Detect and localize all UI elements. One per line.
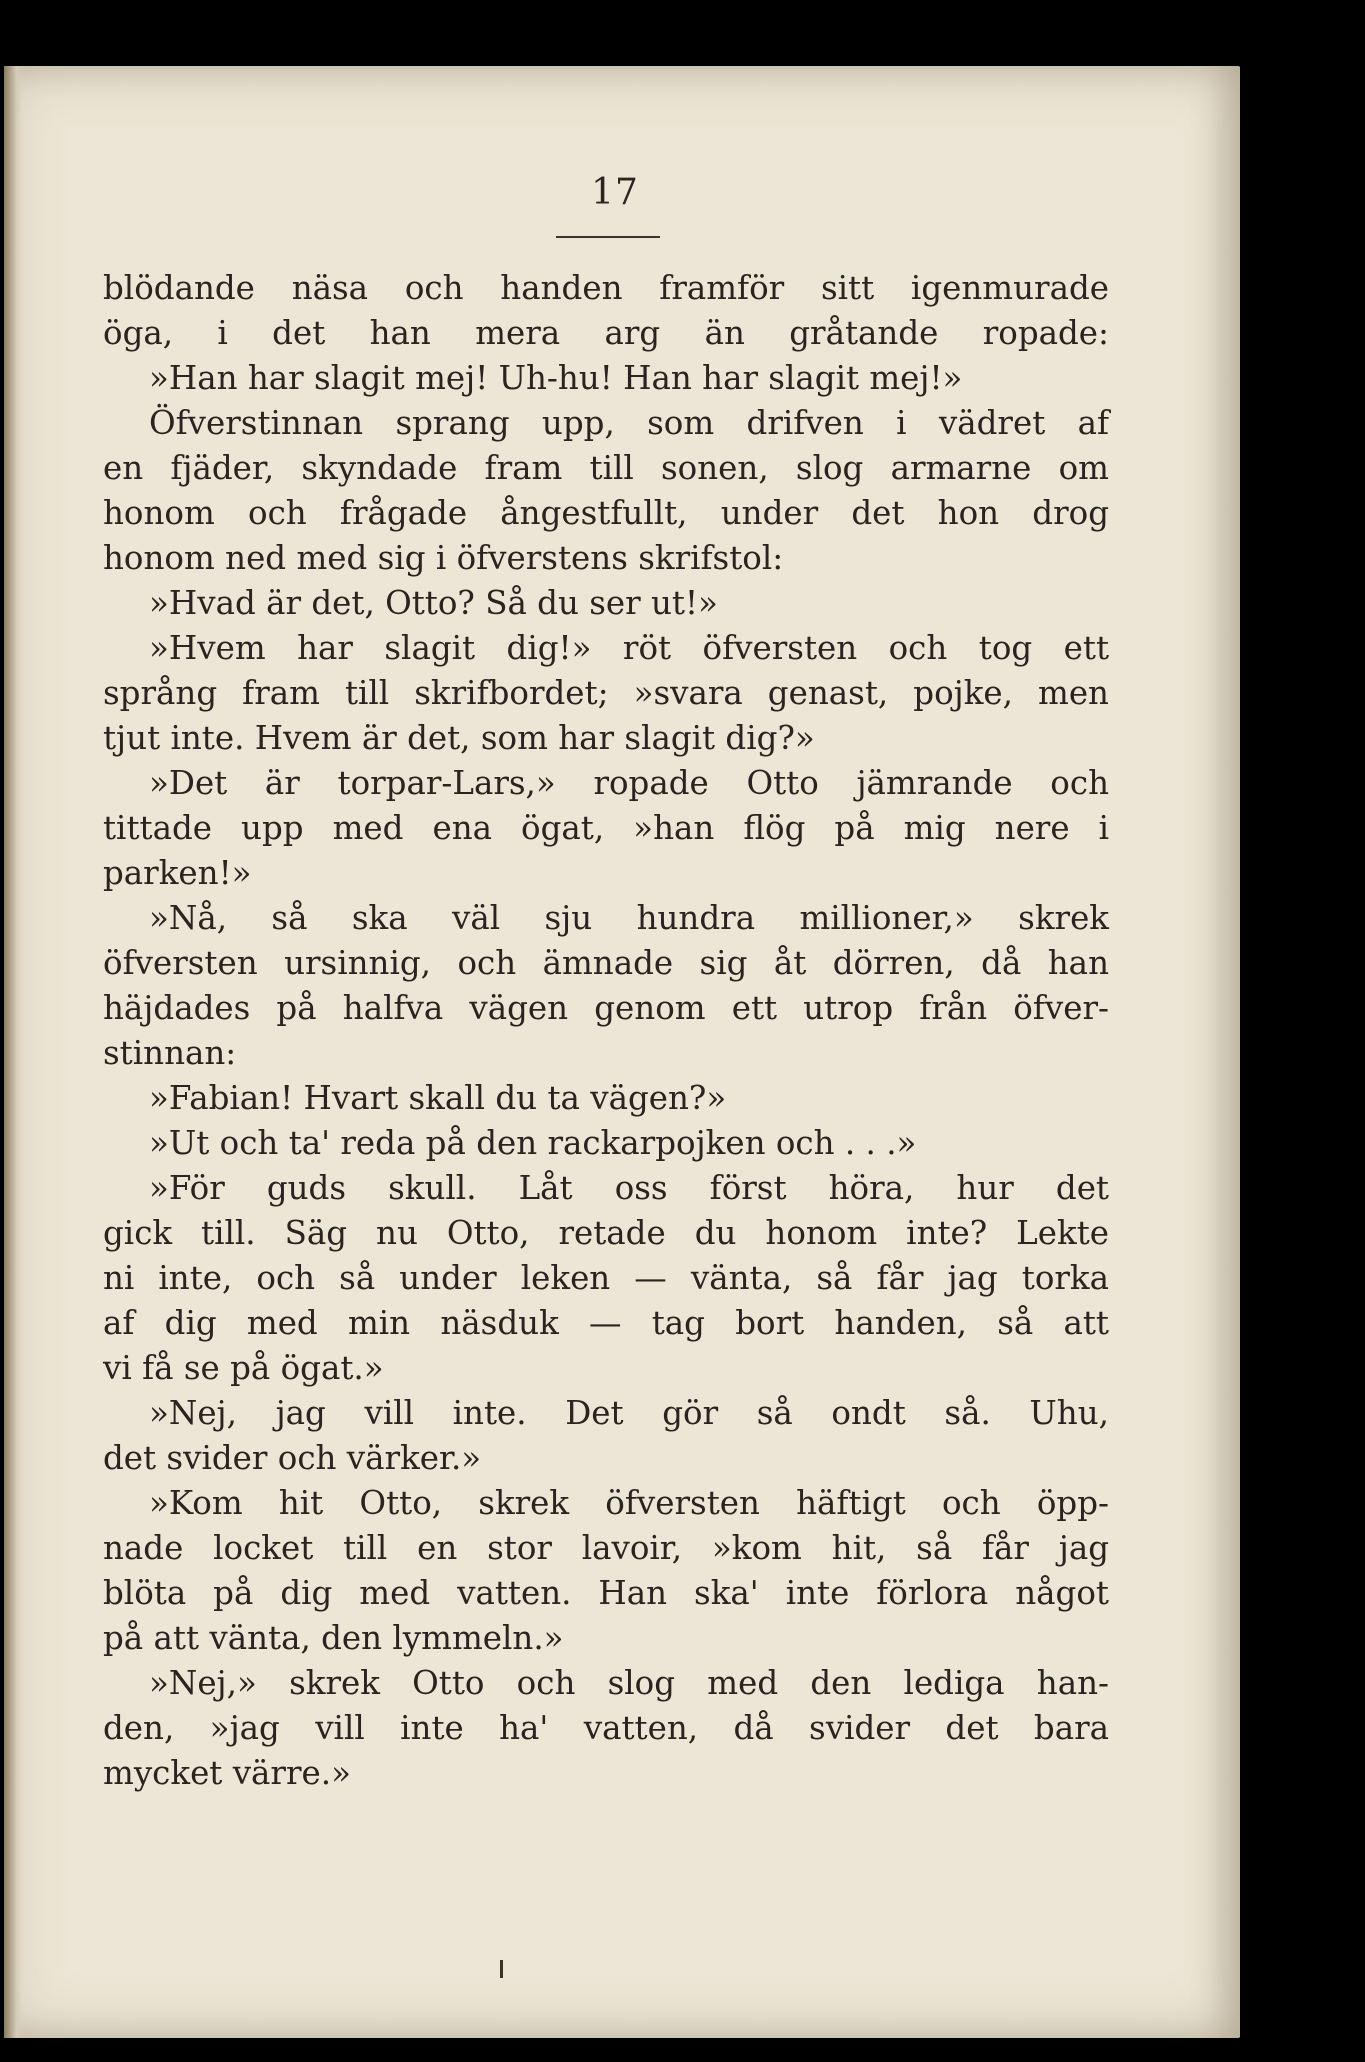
text-line: öga, i det han mera arg än gråtande ropade: xyxy=(103,314,1109,352)
text-line: öfversten ursinnig, och ämnade sig åt dörren, då han xyxy=(103,944,1109,982)
text-line: »Kom hit Otto, skrek öfversten häftigt och öpp- xyxy=(149,1484,1109,1522)
text-line: häjdades på halfva vägen genom ett utrop från öfver- xyxy=(103,989,1109,1027)
text-line: gick till. Säg nu Otto, retade du honom inte? Lekte xyxy=(103,1214,1109,1252)
text-line: »Hvem har slagit dig!» röt öfversten och tog ett xyxy=(149,629,1109,667)
text-line: »Han har slagit mej! Uh-hu! Han har slagit mej!» xyxy=(149,359,963,397)
text-line: tjut inte. Hvem är det, som har slagit dig?» xyxy=(103,719,815,757)
text-line: »Det är torpar-Lars,» ropade Otto jämrande och xyxy=(149,764,1109,802)
page-number: 17 xyxy=(591,172,639,213)
text-line: »Fabian! Hvart skall du ta vägen?» xyxy=(149,1079,727,1117)
text-line: på att vänta, den lymmeln.» xyxy=(103,1619,564,1657)
text-line: språng fram till skrifbordet; »svara genast, pojke, men xyxy=(103,674,1109,712)
text-line: tittade upp med ena ögat, »han flög på mig nere i xyxy=(103,809,1109,847)
text-line: nade locket till en stor lavoir, »kom hit, så får jag xyxy=(103,1529,1109,1567)
text-line: vi få se på ögat.» xyxy=(103,1349,384,1387)
text-line: parken!» xyxy=(103,854,252,892)
text-line: »Hvad är det, Otto? Så du ser ut!» xyxy=(149,584,718,622)
page-gutter-edge xyxy=(4,66,22,2038)
text-line: ni inte, och så under leken — vänta, så får jag torka xyxy=(103,1259,1109,1297)
text-line: den, »jag vill inte ha' vatten, då svider det bara xyxy=(103,1709,1109,1747)
page-number-rule xyxy=(556,236,660,238)
text-line: honom ned med sig i öfverstens skrifstol: xyxy=(103,539,784,577)
text-line: blödande näsa och handen framför sitt igenmurade xyxy=(103,269,1109,307)
text-line: honom och frågade ångestfullt, under det hon drog xyxy=(103,494,1109,532)
body-text xyxy=(103,266,1109,1796)
text-line: det svider och värker.» xyxy=(103,1439,482,1477)
text-line: en fjäder, skyndade fram till sonen, slog armarne om xyxy=(103,449,1109,487)
text-line: af dig med min näsduk — tag bort handen, så att xyxy=(103,1304,1109,1342)
text-line: »Nå, så ska väl sju hundra millioner,» skrek xyxy=(149,899,1109,937)
text-line: blöta på dig med vatten. Han ska' inte förlora något xyxy=(103,1574,1109,1612)
text-line: Öfverstinnan sprang upp, som drifven i vädret af xyxy=(149,404,1109,442)
text-line: stinnan: xyxy=(103,1034,237,1072)
text-line: »Nej, jag vill inte. Det gör så ondt så. Uhu, xyxy=(149,1394,1109,1432)
text-line: »Ut och ta' reda på den rackarpojken och . . .» xyxy=(149,1124,917,1162)
text-line: »För guds skull. Låt oss först höra, hur det xyxy=(149,1169,1109,1207)
text-line: »Nej,» skrek Otto och slog med den lediga han- xyxy=(149,1664,1109,1702)
text-line: mycket värre.» xyxy=(103,1754,351,1792)
print-mark xyxy=(500,1960,503,1978)
